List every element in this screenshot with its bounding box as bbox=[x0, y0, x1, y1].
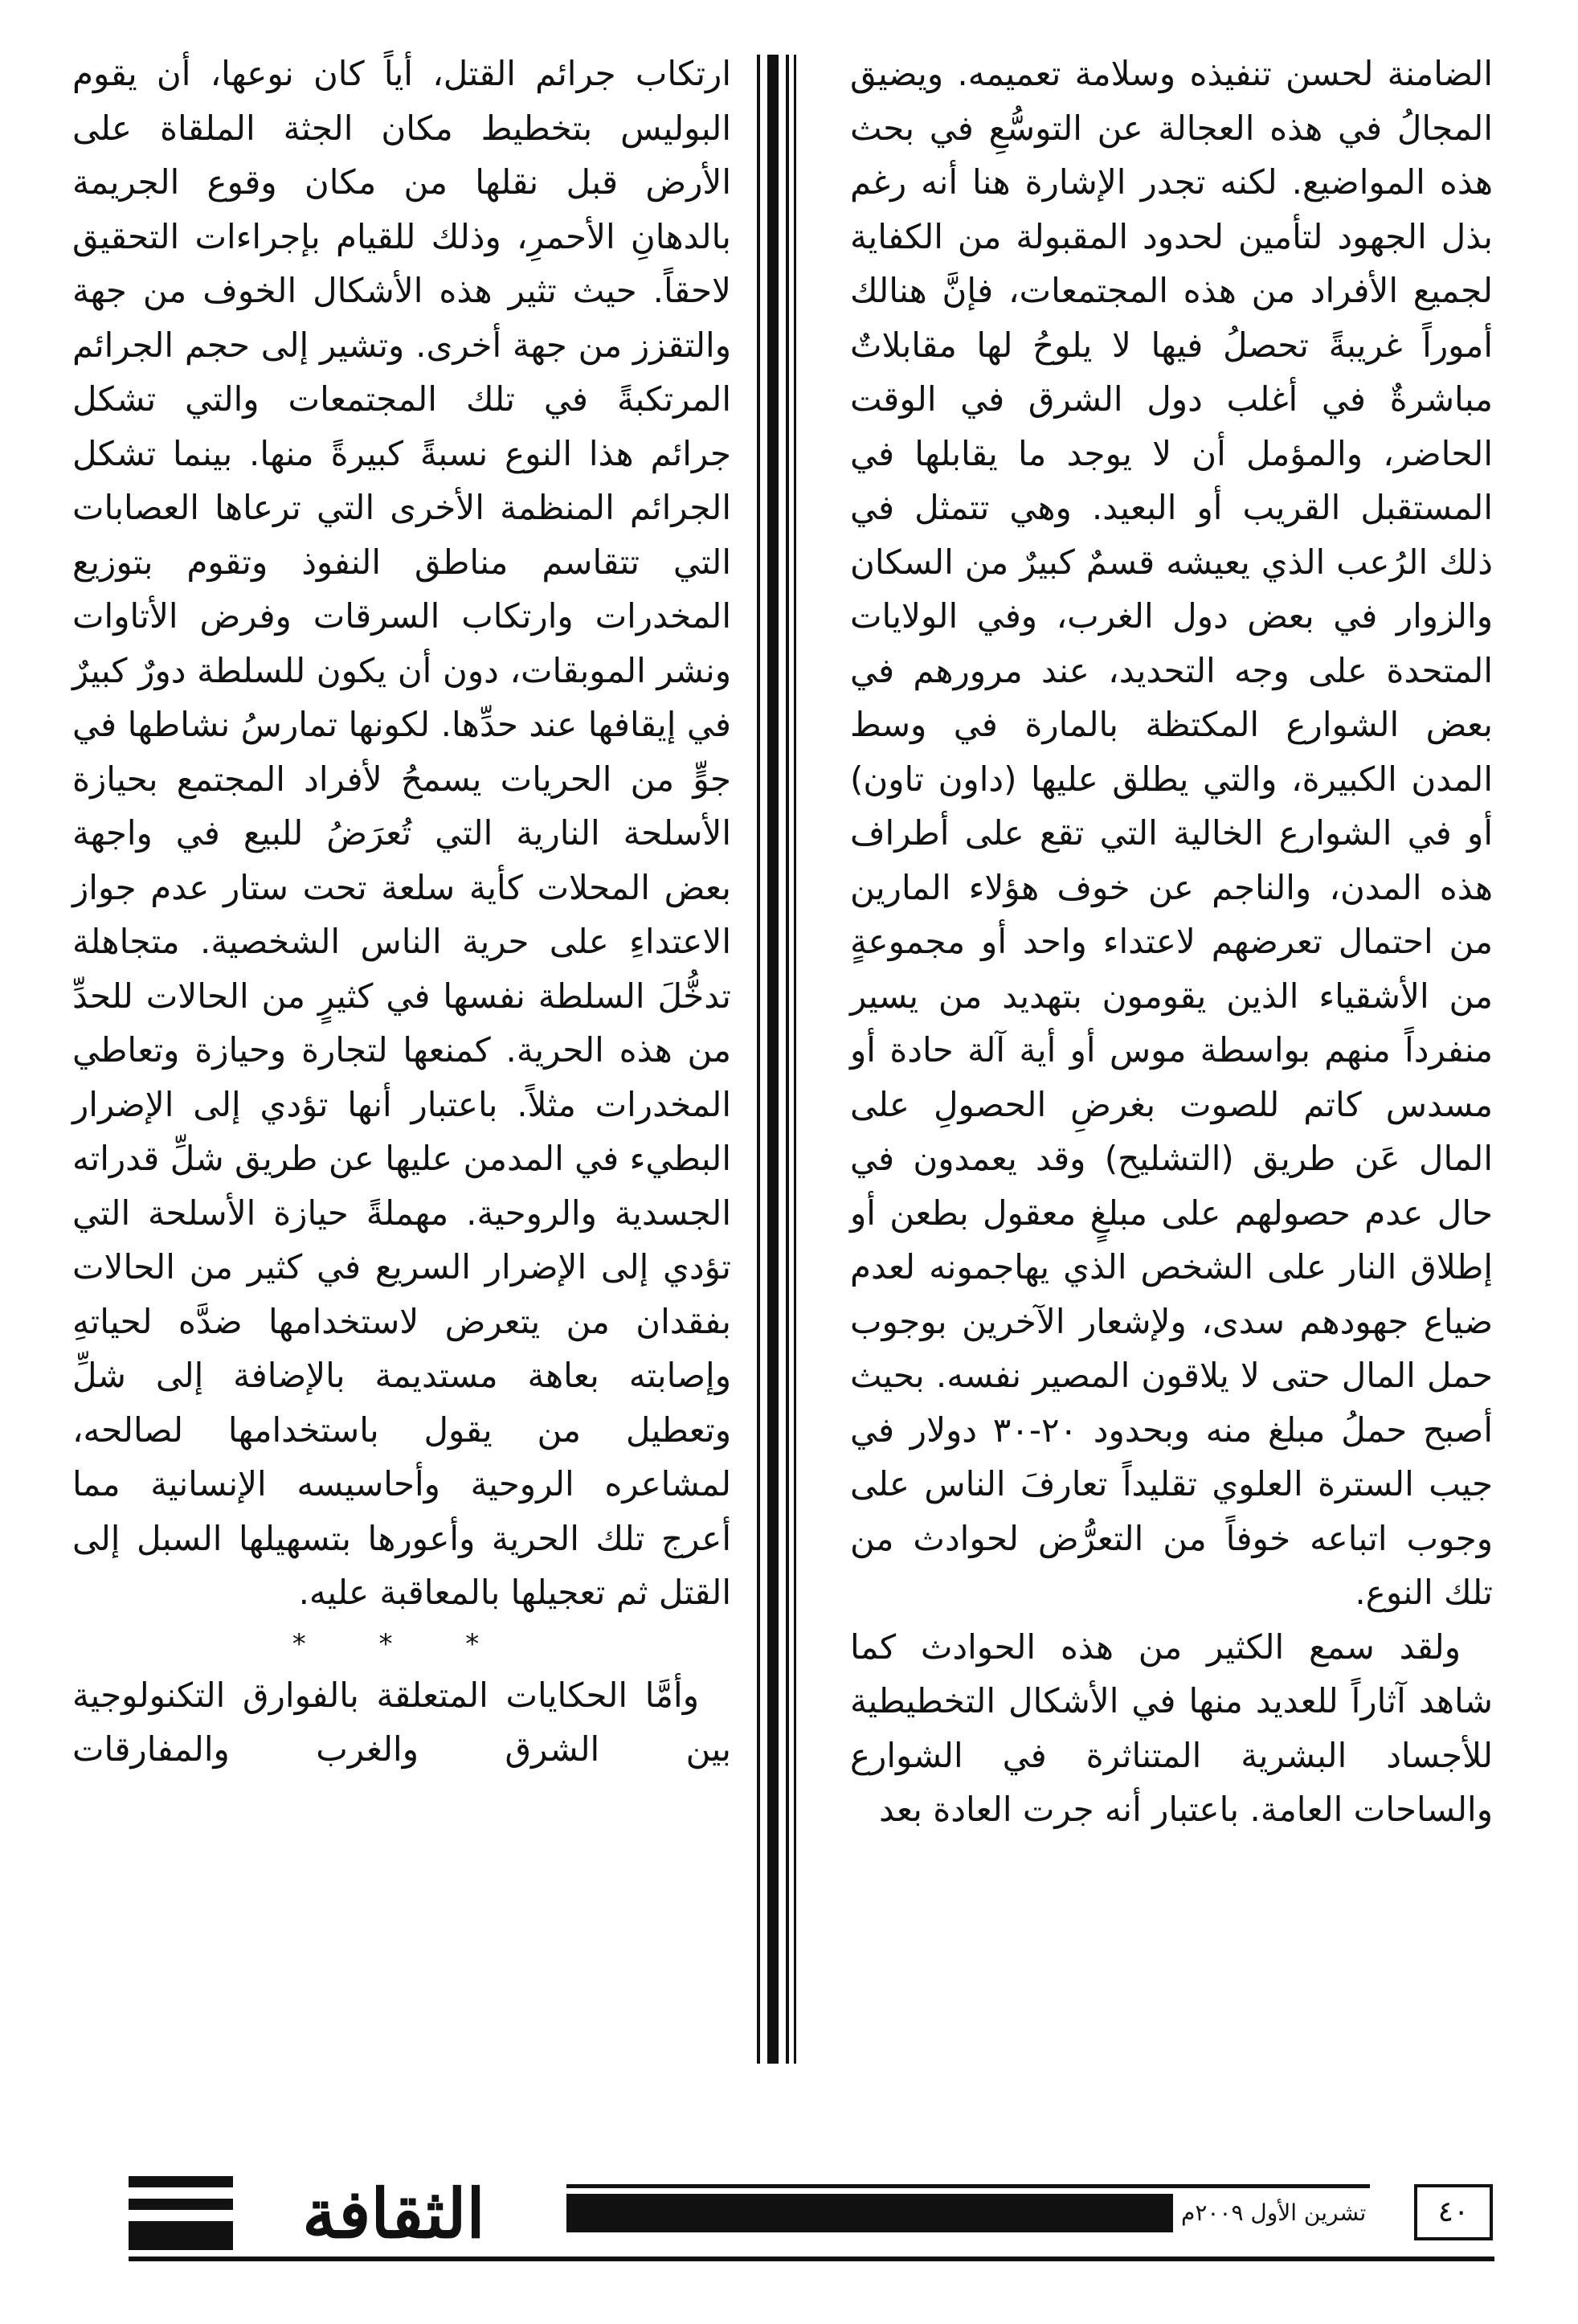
article-column-left bbox=[72, 47, 731, 1777]
column-divider bbox=[786, 55, 789, 2064]
footer-rule bbox=[566, 2184, 1370, 2188]
magazine-logo: الثقافة bbox=[302, 2174, 485, 2253]
section-separator: * * * bbox=[292, 1627, 512, 1660]
issue-date: تشرين الأول ٢٠٠٩م bbox=[1173, 2194, 1374, 2232]
article-paragraph: وأمَّا الحكايات المتعلقة بالفوارق التكنولوجية بين الشرق والغرب والمفارقات bbox=[72, 1675, 731, 1769]
article-paragraph: ولقد سمع الكثير من هذه الحوادث كما شاهد آثاراً للعديد منها في الأشكال التخطيطية للأجساد البشرية المتناثرة في الشوارع والساحات العامة. باعتبار أنه جرت العادة بعد bbox=[850, 1626, 1493, 1829]
page-number: ٤٠ bbox=[1414, 2184, 1493, 2240]
column-divider bbox=[757, 55, 760, 2064]
column-divider bbox=[794, 55, 796, 2064]
article-paragraph: الضامنة لحسن تنفيذه وسلامة تعميمه. ويضيق المجالُ في هذه العجالة عن التوسُّعِ في بحث هذه المواضيع. لكنه تجدر الإشارة هنا أنه رغم بذل الجهود لتأمين لحدود المقبولة من الكفاية لجميع الأفراد من هذه المجتمعات، فإنَّ هنالك أموراً غريبةً تحصلُ فيها لا يلوحُ لها مقابلاتٌ مباشرةٌ في أغلب دول الشرق في الوقت الحاضر، والمؤمل أن لا يوجد ما يقابلها في المستقبل القريب أو البعيد. وهي تتمثل في ذلك الرُعب الذي يعيشه قسمٌ كبيرٌ من السكان والزوار في بعض دول الغرب، وفي الولايات المتحدة على وجه التحديد، عند مرورهم في بعض الشوارع المكتظة بالمارة في وسط المدن الكبيرة، والتي يطلق عليها (داون تاون) أو في الشوارع الخالية التي تقع على أطراف هذه المدن، والناجم عن خوف هؤلاء المارين من احتمال تعرضهم لاعتداء واحد أو مجموعةٍ من الأشقياء الذين يقومون بتهديد من يسير منفرداً منهم بواسطة موس أو أية آلة حادة أو مسدس كاتم للصوت بغرضِ الحصولِ على المال عَن طريق (التشليح) وقد يعمدون في حال عدم حصولهم على مبلغٍ معقول بطعن أو إطلاق النار على الشخص الذي يهاجمونه لعدم ضياع جهودهم سدى، ولإشعار الآخرين بوجوب حمل المال حتى لا يلاقون المصير نفسه. بحيث أصبح حملُ مبلغ منه وبحدود ٢٠-٣٠ دولار في جيب السترة العلوي تقليداً تعارفَ الناس على وجوب اتباعه خوفاً من التعرُّض لحوادث من تلك النوع. bbox=[850, 54, 1493, 1612]
column-divider bbox=[767, 55, 779, 2064]
footer-rule bbox=[129, 2256, 1494, 2261]
article-column-right bbox=[850, 47, 1493, 1837]
article-paragraph: ارتكاب جرائم القتل، أياً كان نوعها، أن يقوم البوليس بتخطيط مكان الجثة الملقاة على الأرض قبل نقلها من مكان وقوع الجريمة بالدهانِ الأحمرِ، وذلك للقيام بإجراءات التحقيق لاحقاً. حيث تثير هذه الأشكال الخوف من جهة والتقزز من جهة أخرى. وتشير إلى حجم الجرائم المرتكبةً في تلك المجتمعات والتي تشكل جرائم هذا النوع نسبةً كبيرةً منها. بينما تشكل الجرائم المنظمة الأخرى التي ترعاها العصابات التي تتقاسم مناطق النفوذ وتقوم بتوزيع المخدرات وارتكاب السرقات وفرض الأتاوات ونشر الموبقات، دون أن يكون للسلطة دورٌ كبيرٌ في إيقافها عند حدِّها. لكونها تمارسُ نشاطها في جوٍّ من الحريات يسمحُ لأفراد المجتمع بحيازة الأسلحة النارية التي تُعرَضُ للبيع في واجهة بعض المحلات كأية سلعة تحت ستار عدم جواز الاعتداءِ على حرية الناس الشخصية. متجاهلة تدخُّلَ السلطة نفسها في كثيرٍ من الحالات للحدِّ من هذه الحرية. كمنعها لتجارة وحيازة وتعاطي المخدرات مثلاً. باعتبار أنها تؤدي إلى الإضرار البطيء في المدمن عليها عن طريق شلِّ قدراته الجسدية والروحية. مهملةً حيازة الأسلحة التي تؤدي إلى الإضرار السريع في كثير من الحالات بفقدان من يتعرض لاستخدامها ضدَّه لحياتهِ وإصابته بعاهة مستديمة بالإضافة إلى شلِّ وتعطيل من يقول باستخدامها لصالحه، لمشاعره الروحية وأحاسيسه الإنسانية مما أعرج تلك الحرية وأعورها بتسهيلها السبل إلى القتل ثم تعجيلها بالمعاقبة عليه. bbox=[72, 54, 731, 1612]
logo-bars-decoration bbox=[129, 2176, 233, 2256]
page-footer bbox=[129, 2170, 1494, 2274]
